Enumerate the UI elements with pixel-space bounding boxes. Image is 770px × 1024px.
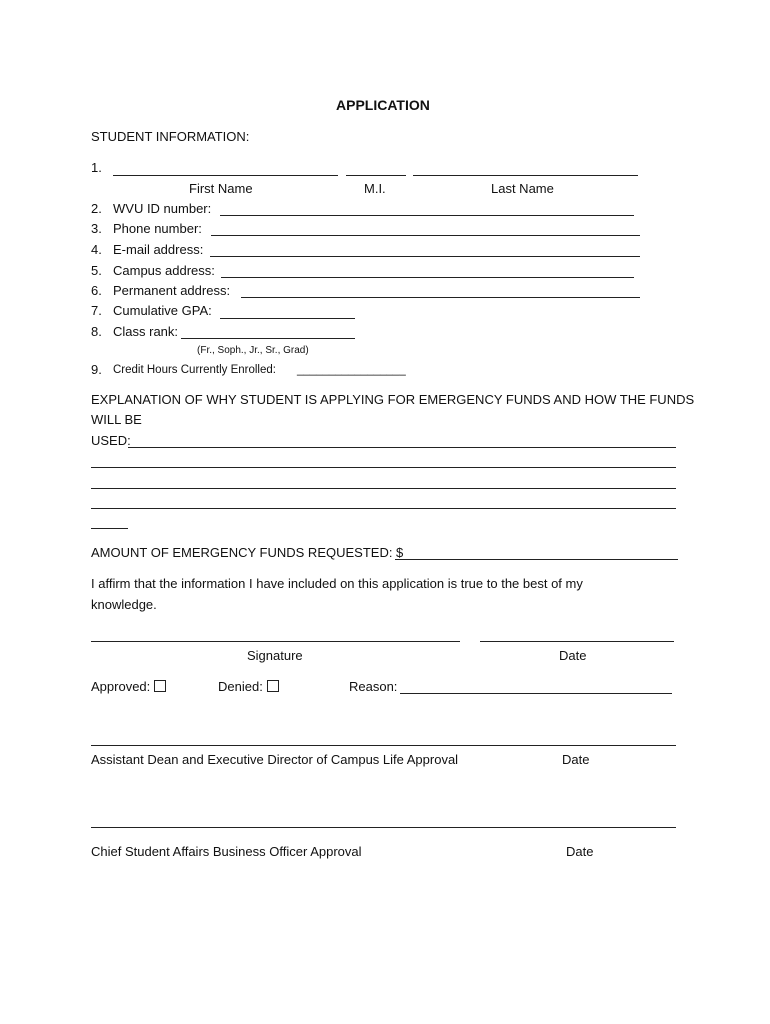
explanation-field-line-4[interactable]	[91, 508, 676, 509]
amount-label: AMOUNT OF EMERGENCY FUNDS REQUESTED: $	[91, 545, 404, 560]
explanation-field-line-1[interactable]	[128, 447, 676, 448]
denied-checkbox[interactable]	[267, 680, 279, 692]
permanent-address-label: Permanent address:	[113, 283, 231, 298]
approved-checkbox[interactable]	[154, 680, 166, 692]
dean-approval-label: Assistant Dean and Executive Director of Campus Life Approval	[91, 752, 459, 767]
class-rank-field[interactable]	[181, 338, 355, 339]
denied-option	[218, 679, 279, 695]
student-info-heading: STUDENT INFORMATION:	[91, 129, 250, 144]
explanation-field-line-3[interactable]	[91, 488, 676, 489]
signature-label: Signature	[247, 648, 303, 663]
item-6-number: 6.	[91, 283, 102, 298]
approved-option	[91, 679, 166, 695]
first-name-label: First Name	[189, 181, 253, 196]
last-name-label: Last Name	[491, 181, 554, 196]
affirmation-line2: knowledge.	[91, 597, 157, 612]
email-field[interactable]	[210, 256, 640, 257]
business-officer-date-label: Date	[566, 844, 594, 859]
item-7-number: 7.	[91, 303, 102, 318]
last-name-field[interactable]	[413, 175, 638, 176]
signature-date-field[interactable]	[480, 641, 674, 642]
explanation-used-label: USED:	[91, 433, 131, 448]
amount-field[interactable]	[395, 559, 678, 560]
first-name-field[interactable]	[113, 175, 338, 176]
credit-hours-field[interactable]: _________________	[297, 364, 406, 376]
campus-address-field[interactable]	[221, 277, 634, 278]
item-2-number: 2.	[91, 201, 102, 216]
signature-field[interactable]	[91, 641, 460, 642]
dean-approval-date-label: Date	[562, 752, 590, 767]
phone-field[interactable]	[211, 235, 640, 236]
item-4-number: 4.	[91, 242, 102, 257]
item-9-number: 9.	[91, 362, 102, 377]
wvu-id-field[interactable]	[220, 215, 634, 216]
wvu-id-label: WVU ID number:	[113, 201, 212, 216]
page-title: APPLICATION	[336, 97, 430, 113]
phone-label: Phone number:	[113, 221, 202, 236]
item-1-number: 1.	[91, 160, 102, 175]
business-officer-signature-field[interactable]	[91, 827, 676, 828]
campus-address-label: Campus address:	[113, 263, 215, 278]
gpa-label: Cumulative GPA:	[113, 303, 212, 318]
item-8-number: 8.	[91, 324, 102, 339]
middle-initial-label: M.I.	[364, 181, 386, 196]
middle-initial-field[interactable]	[346, 175, 406, 176]
credit-hours-label: Credit Hours Currently Enrolled:	[113, 364, 276, 376]
explanation-prompt-line2: WILL BE	[91, 412, 142, 427]
explanation-field-line-2[interactable]	[91, 467, 676, 468]
denied-label: Denied:	[218, 679, 263, 694]
email-label: E-mail address:	[113, 242, 204, 257]
item-5-number: 5.	[91, 263, 102, 278]
signature-date-label: Date	[559, 648, 587, 663]
business-officer-label: Chief Student Affairs Business Officer Approval	[91, 844, 362, 859]
reason-field[interactable]	[400, 693, 672, 694]
class-rank-hint: (Fr., Soph., Jr., Sr., Grad)	[197, 345, 309, 356]
class-rank-label: Class rank:	[113, 324, 179, 339]
affirmation-line1: I affirm that the information I have included on this application is true to the best of my	[91, 576, 583, 591]
dean-approval-signature-field[interactable]	[91, 745, 676, 746]
explanation-field-line-5[interactable]	[91, 528, 128, 529]
reason-label: Reason:	[349, 679, 398, 694]
gpa-field[interactable]	[220, 318, 355, 319]
permanent-address-field[interactable]	[241, 297, 640, 298]
approved-label: Approved:	[91, 679, 151, 694]
item-3-number: 3.	[91, 221, 102, 236]
explanation-prompt-line1: EXPLANATION OF WHY STUDENT IS APPLYING FOR EMERGENCY FUNDS AND HOW THE FUNDS	[91, 392, 695, 407]
